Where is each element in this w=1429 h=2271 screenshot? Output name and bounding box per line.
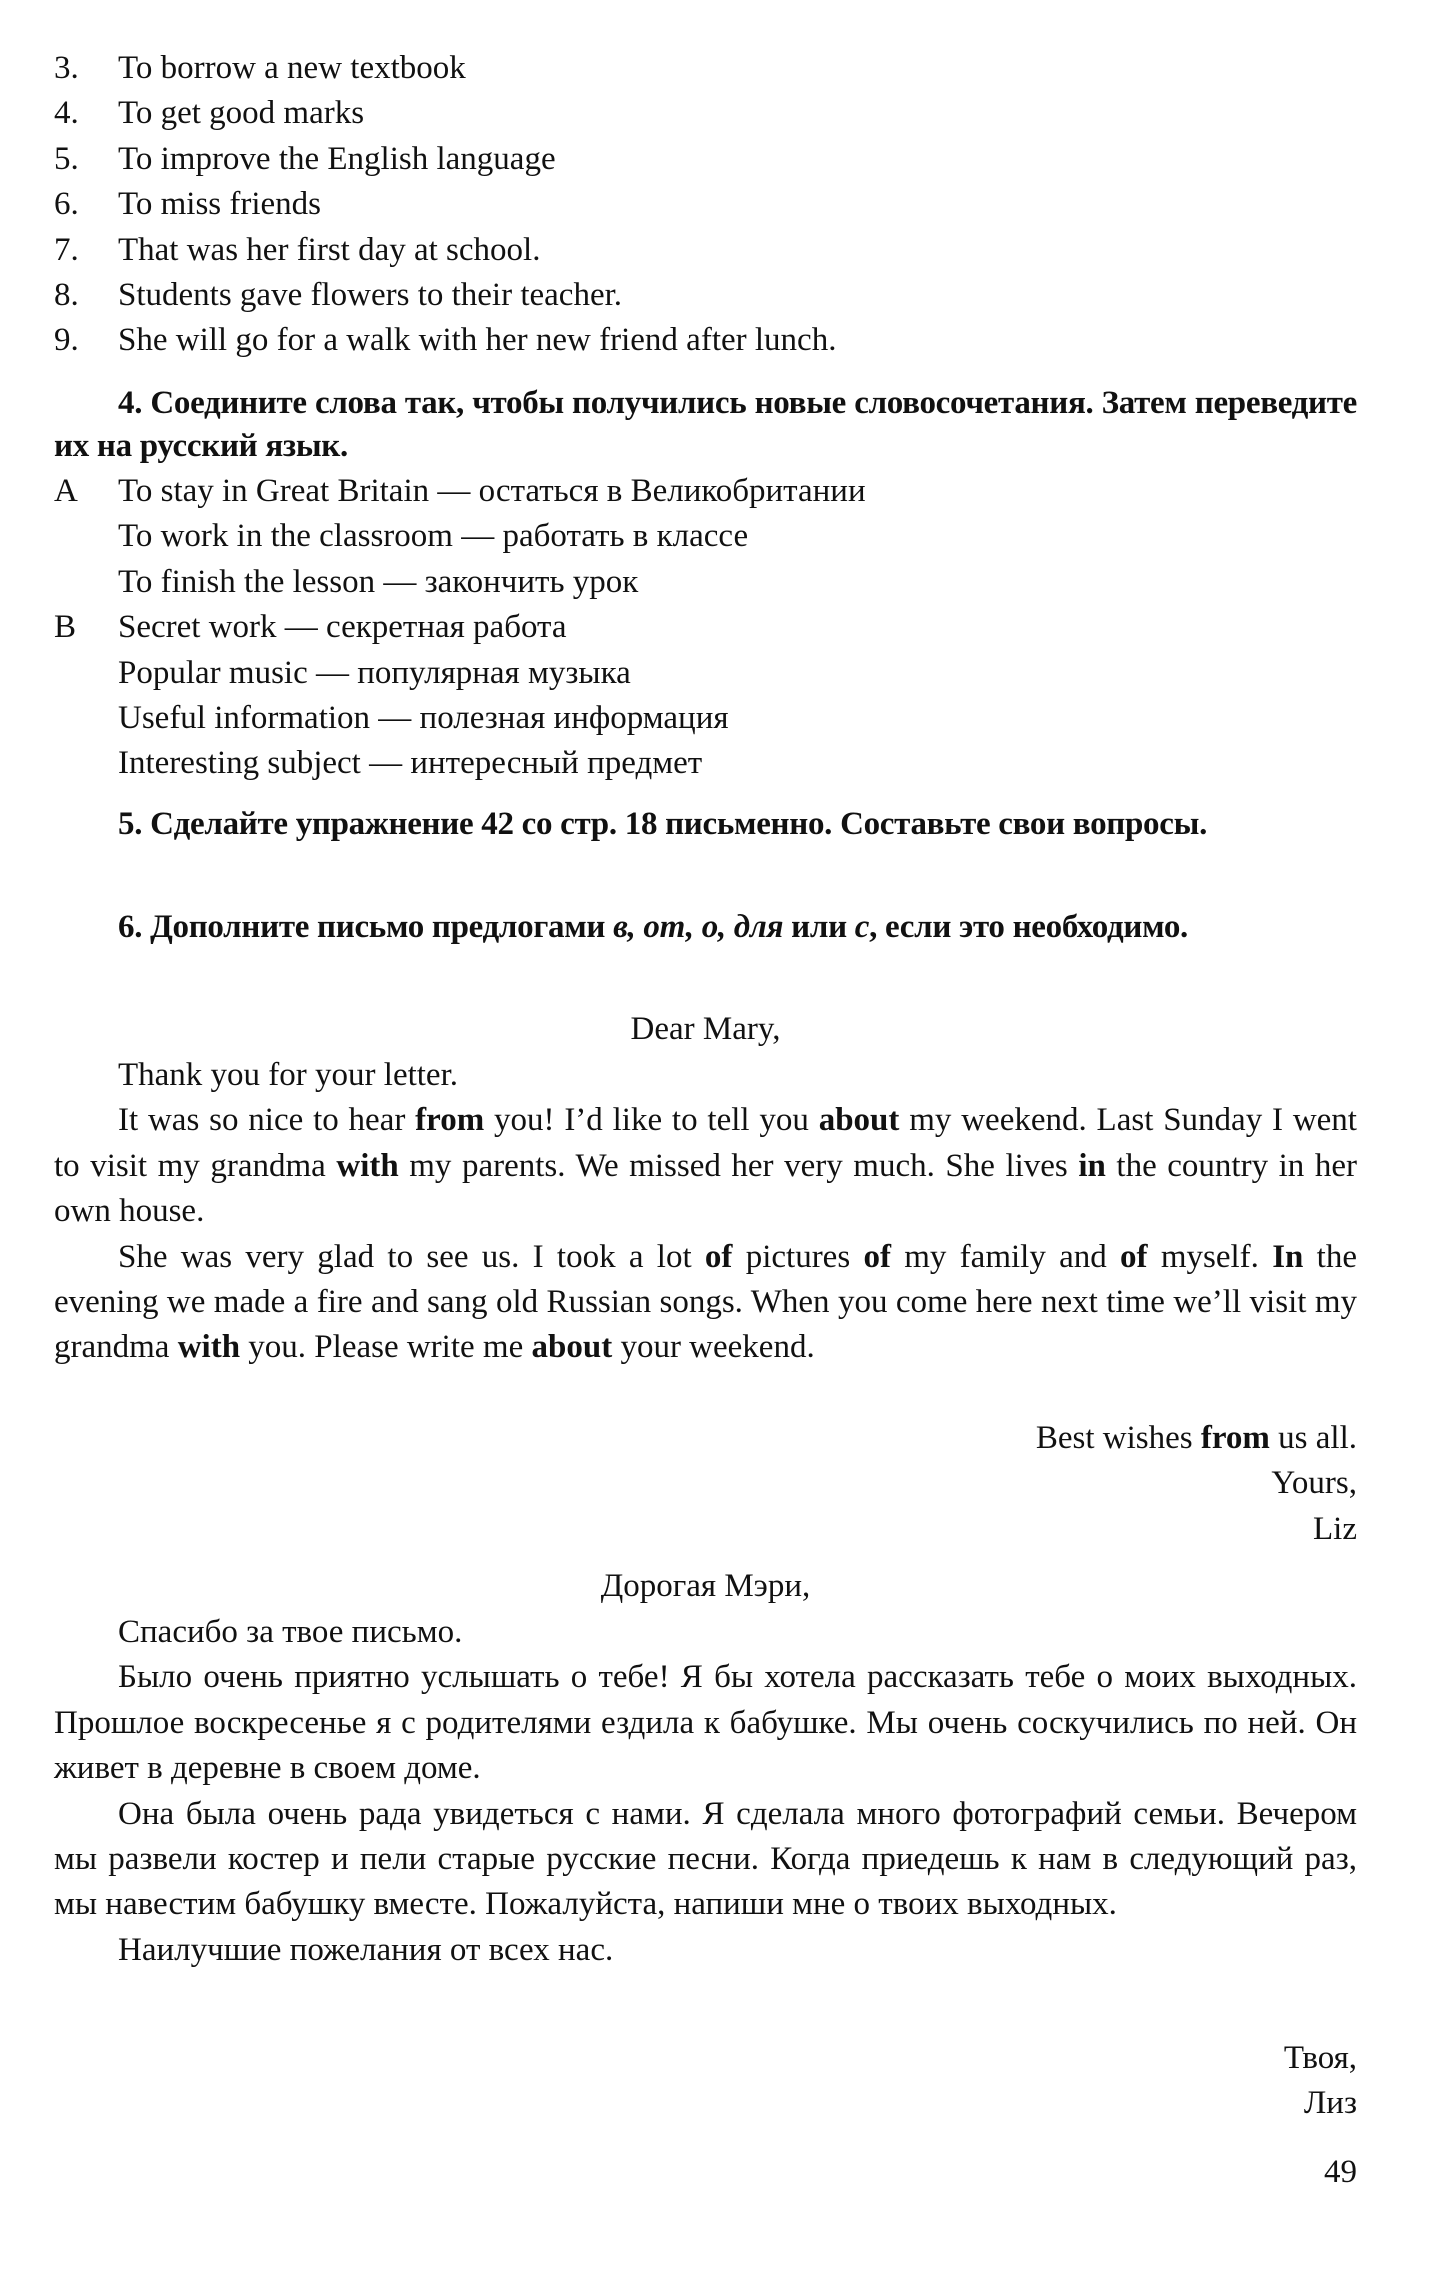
text-segment: my family and bbox=[890, 1238, 1121, 1275]
paragraph bbox=[54, 1053, 1357, 1098]
inserted-preposition: from bbox=[415, 1102, 485, 1139]
list-text: That was her first day at school. bbox=[118, 231, 541, 268]
list-number: 5. bbox=[54, 140, 79, 177]
list-text: To get good marks bbox=[118, 95, 365, 132]
text-segment: Наилучшие пожелания от всех нас. bbox=[118, 1931, 614, 1968]
text-segment: Thank you for your letter. bbox=[118, 1057, 458, 1093]
letter-ru-body bbox=[54, 1610, 1357, 1973]
paragraph bbox=[54, 1507, 1357, 1552]
text-segment: the evening we made a fire and sang old Russian songs. When you come here next time we’ll visit my grandma bbox=[54, 1238, 1357, 1366]
task-6-heading bbox=[54, 905, 1357, 949]
group-label bbox=[54, 741, 118, 786]
word-pairs bbox=[54, 469, 1357, 787]
list-item bbox=[54, 273, 1357, 318]
list-number: 4. bbox=[54, 95, 79, 132]
list-item bbox=[54, 182, 1357, 227]
group-label bbox=[54, 696, 118, 741]
word-pair bbox=[54, 741, 1357, 786]
text-segment: Было очень приятно услышать о тебе! Я бы хотела рассказать тебе о моих выходных. Прошлое воскресенье я с родителями ездила к бабушке. Мы очень соскучились по ней. Он живет в деревне в своем доме. bbox=[54, 1659, 1357, 1787]
list-text: She will go for a walk with her new friend after lunch. bbox=[118, 322, 837, 359]
paragraph bbox=[54, 1792, 1357, 1928]
inserted-preposition: with bbox=[177, 1329, 241, 1366]
letter-ru-greeting: Дорогая Мэри, bbox=[600, 1568, 811, 1604]
text-segment: Спасибо за твое письмо. bbox=[118, 1614, 463, 1650]
group-label bbox=[54, 560, 118, 605]
paragraph bbox=[54, 1610, 1357, 1655]
text-segment: you. Please write me bbox=[240, 1329, 532, 1366]
letter-en-closing bbox=[54, 1416, 1357, 1552]
text-segment: us all. bbox=[1269, 1420, 1357, 1456]
letter-ru-closing bbox=[54, 2036, 1357, 2127]
word-pair bbox=[54, 560, 1357, 605]
list-item bbox=[54, 46, 1357, 91]
inserted-preposition: of bbox=[1120, 1238, 1148, 1275]
list-text: To improve the English language bbox=[118, 140, 556, 177]
inserted-preposition: of bbox=[863, 1238, 891, 1275]
word-pair bbox=[54, 514, 1357, 559]
word-pair-text: Useful information — полезная информация bbox=[118, 700, 729, 737]
paragraph bbox=[54, 2036, 1357, 2081]
task-5-heading: 5. Сделайте упражнение 42 со стр. 18 письменно. Составьте свои вопросы. bbox=[118, 806, 1208, 842]
italic-word: с bbox=[854, 909, 870, 945]
text-segment: pictures bbox=[732, 1238, 864, 1275]
word-pair bbox=[54, 651, 1357, 696]
word-pair-text: Secret work — секретная работа bbox=[118, 609, 567, 646]
text-segment: myself. bbox=[1147, 1238, 1273, 1275]
list-item bbox=[54, 91, 1357, 136]
text-segment: 6. Дополните письмо предлогами bbox=[118, 909, 614, 945]
inserted-preposition: in bbox=[1078, 1147, 1106, 1184]
inserted-preposition: from bbox=[1200, 1420, 1270, 1456]
text-segment: my parents. We missed her very much. She lives bbox=[398, 1147, 1079, 1184]
word-pair-text: Interesting subject — интересный предмет bbox=[118, 745, 703, 782]
text-segment: It was so nice to hear bbox=[118, 1102, 416, 1139]
list-item bbox=[54, 318, 1357, 363]
text-segment: the country in her own house. bbox=[54, 1147, 1357, 1230]
letter-en-greeting: Dear Mary, bbox=[630, 1011, 781, 1047]
list-item bbox=[54, 228, 1357, 273]
list-number: 9. bbox=[54, 322, 79, 359]
text-segment: Она была очень рада увидеться с нами. Я сделала много фотографий семьи. Вечером мы развели костер и пели старые русские песни. Когда приедешь к нам в следующий раз, мы навестим бабушку вместе. Пожалуйста, напиши мне о твоих выходных. bbox=[54, 1795, 1357, 1923]
paragraph bbox=[54, 1235, 1357, 1371]
task-4-heading: 4. Соедините слова так, чтобы получились новые словосочетания. Затем переведите их на русский язык. bbox=[54, 385, 1357, 464]
text-segment: your weekend. bbox=[612, 1329, 815, 1366]
numbered-list bbox=[54, 46, 1357, 364]
group-label: A bbox=[54, 473, 78, 509]
italic-word: в, от, о, для bbox=[613, 909, 784, 945]
inserted-preposition: about bbox=[531, 1329, 613, 1366]
paragraph bbox=[54, 1416, 1357, 1461]
group-label bbox=[54, 651, 118, 696]
inserted-preposition: of bbox=[704, 1238, 733, 1275]
paragraph bbox=[54, 1098, 1357, 1234]
list-item bbox=[54, 137, 1357, 182]
list-text: Students gave flowers to their teacher. bbox=[118, 277, 623, 314]
word-pair-text: To finish the lesson — закончить урок bbox=[118, 563, 639, 600]
list-text: To borrow a new textbook bbox=[118, 50, 466, 86]
list-number: 8. bbox=[54, 277, 79, 314]
text-segment: Liz bbox=[1313, 1510, 1357, 1547]
inserted-preposition: about bbox=[818, 1102, 900, 1139]
letter-en-body bbox=[54, 1053, 1357, 1371]
word-pair-text: To stay in Great Britain — остаться в Великобритании bbox=[118, 473, 866, 509]
paragraph bbox=[54, 1655, 1357, 1791]
word-pair bbox=[54, 469, 1357, 514]
group-label bbox=[54, 514, 118, 559]
text-segment: She was very glad to see us. I took a lot bbox=[118, 1238, 705, 1275]
paragraph bbox=[54, 1928, 1357, 1973]
text-segment: , если это необходимо. bbox=[869, 909, 1188, 945]
word-pair-text: Popular music — популярная музыка bbox=[118, 654, 631, 691]
list-number: 7. bbox=[54, 231, 79, 268]
text-segment: Лиз bbox=[1303, 2085, 1357, 2122]
text-segment: или bbox=[783, 909, 855, 945]
page-number: 49 bbox=[1324, 2154, 1357, 2190]
word-pair bbox=[54, 696, 1357, 741]
list-text: To miss friends bbox=[118, 186, 322, 223]
list-number: 6. bbox=[54, 186, 79, 223]
list-number: 3. bbox=[54, 50, 79, 86]
group-label: B bbox=[54, 609, 77, 646]
text-segment: Yours, bbox=[1271, 1465, 1357, 1502]
word-pair-text: To work in the classroom — работать в классе bbox=[118, 518, 749, 555]
inserted-preposition: with bbox=[336, 1147, 399, 1184]
text-segment: my weekend. Last Sunday I went to visit my grandma bbox=[54, 1102, 1357, 1184]
paragraph bbox=[54, 2081, 1357, 2126]
inserted-preposition: In bbox=[1272, 1238, 1304, 1275]
word-pair bbox=[54, 605, 1357, 650]
paragraph bbox=[54, 1461, 1357, 1506]
text-segment: Best wishes bbox=[1035, 1420, 1201, 1456]
text-segment: Твоя, bbox=[1283, 2040, 1357, 2076]
text-segment: you! I’d like to tell you bbox=[484, 1102, 819, 1139]
